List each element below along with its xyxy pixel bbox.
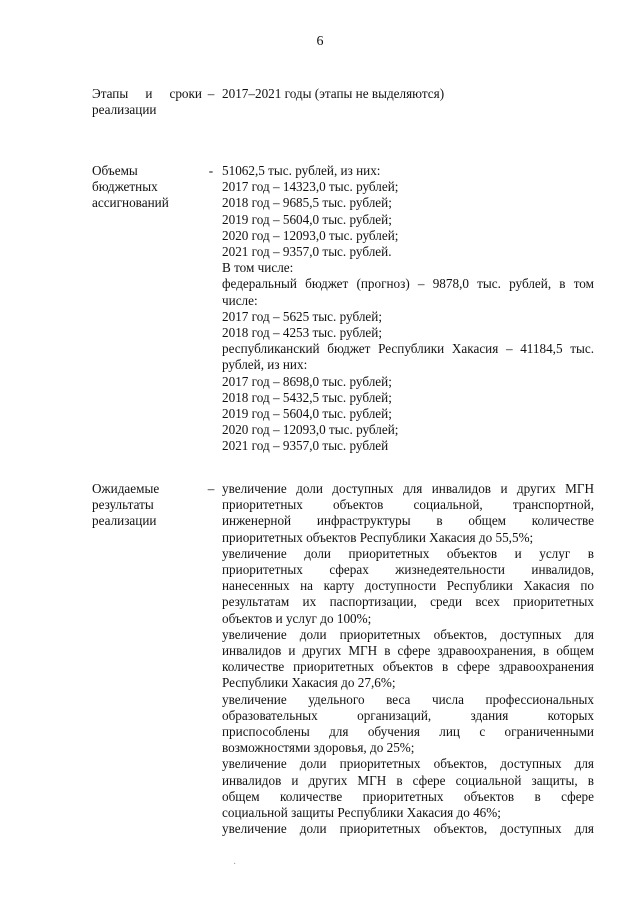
text-line: 2021 год – 9357,0 тыс. рублей.: [222, 244, 392, 260]
dash: –: [207, 86, 215, 101]
budget-label: [92, 163, 202, 212]
text-line: приспособлены для обучения лиц с ограниченными: [222, 724, 594, 740]
text-line: федеральный бюджет (прогноз) – 9878,0 тыс. рублей, в том: [222, 276, 594, 292]
text-line: увеличение удельного веса числа профессиональных: [222, 691, 594, 707]
label-line: реализации: [92, 102, 157, 118]
text-line: республиканский бюджет Республики Хакасия – 41184,5 тыс.: [222, 341, 594, 357]
text-line: приоритетных объектов социальной, транспортной,: [222, 497, 594, 513]
text-line: увеличение доли приоритетных объектов и услуг в: [222, 545, 594, 561]
text-line: 2017 год – 8698,0 тыс. рублей;: [222, 373, 392, 389]
text-line: приоритетных объектов Республики Хакасия до 55,5%;: [222, 529, 534, 545]
page-number: 6: [316, 34, 324, 49]
text-line: числе:: [222, 292, 258, 308]
text-line: увеличение доли приоритетных объектов, доступных для: [222, 626, 594, 642]
text-line: приоритетных сферах жизнедеятельности инвалидов,: [222, 562, 594, 578]
text-line: инвалидов и других МГН в сфере здравоохранения, в общем: [222, 643, 594, 659]
text-line: увеличение доли доступных для инвалидов и других МГН: [222, 481, 594, 496]
text-line: 2017 год – 5625 тыс. рублей;: [222, 308, 382, 324]
label-line: Объемы: [92, 163, 138, 178]
budget-content: [222, 163, 594, 455]
text-line: социальной защиты Республики Хакасия до 46%;: [222, 805, 501, 821]
text-line: 2018 год – 4253 тыс. рублей;: [222, 325, 382, 341]
results-content: [222, 481, 594, 837]
text-line: Республики Хакасия до 27,6%;: [222, 675, 396, 691]
results-label: [92, 481, 202, 530]
dash: –: [207, 481, 215, 496]
scan-speck: ·: [233, 859, 237, 870]
label-line: ассигнований: [92, 195, 169, 211]
label-line: Этапы и сроки: [92, 86, 202, 101]
label-line: реализации: [92, 513, 157, 529]
stages-content: [222, 86, 594, 102]
text-line: 2021 год – 9357,0 тыс. рублей: [222, 438, 389, 454]
text-line: объектов и услуг до 100%;: [222, 610, 372, 626]
text-line: возможностями здоровья, до 25%;: [222, 740, 415, 756]
text-line: 2019 год – 5604,0 тыс. рублей;: [222, 211, 392, 227]
text-line: увеличение доли приоритетных объектов, доступных для: [222, 756, 594, 772]
text-line: 2018 год – 9685,5 тыс. рублей;: [222, 195, 392, 211]
stages-label: [92, 86, 202, 118]
text-line: инженерной инфраструктуры в общем количестве: [222, 513, 594, 529]
text-line: 2017–2021 годы (этапы не выделяются): [222, 86, 445, 101]
text-line: нанесенных на карту доступности Республики Хакасия по: [222, 578, 594, 594]
text-line: 2020 год – 12093,0 тыс. рублей;: [222, 422, 399, 438]
text-line: 2018 год – 5432,5 тыс. рублей;: [222, 389, 392, 405]
text-line: образовательных организаций, здания которых: [222, 707, 594, 723]
label-line: бюджетных: [92, 179, 158, 195]
text-line: В том числе:: [222, 260, 294, 276]
text-line: общем количестве приоритетных объектов в сфере: [222, 788, 594, 804]
text-line: 51062,5 тыс. рублей, из них:: [222, 163, 381, 178]
text-line: результатам их паспортизации, среди всех приоритетных: [222, 594, 594, 610]
label-line: Ожидаемые: [92, 481, 160, 496]
text-line: увеличение доли приоритетных объектов, доступных для: [222, 821, 594, 837]
label-line: результаты: [92, 497, 154, 513]
text-line: инвалидов и других МГН в сфере социальной защиты, в: [222, 772, 594, 788]
text-line: рублей, из них:: [222, 357, 308, 373]
text-line: 2017 год – 14323,0 тыс. рублей;: [222, 179, 399, 195]
text-line: 2020 год – 12093,0 тыс. рублей;: [222, 227, 399, 243]
text-line: количестве приоритетных объектов в сфере здравоохранения: [222, 659, 594, 675]
dash: -: [208, 163, 214, 178]
text-line: 2019 год – 5604,0 тыс. рублей;: [222, 406, 392, 422]
